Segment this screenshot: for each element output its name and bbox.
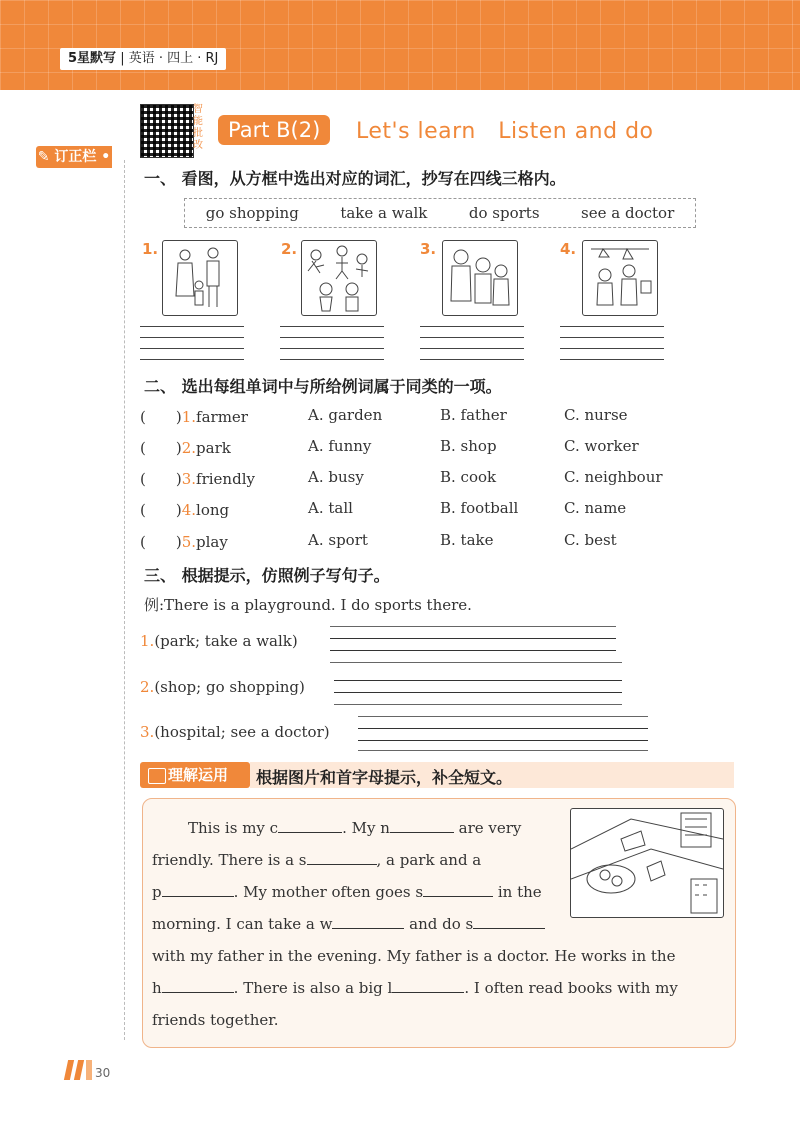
passage-text: , a park and a [376, 851, 482, 869]
choice-row [140, 468, 255, 489]
question-number: 1. [181, 408, 197, 426]
option-a: A. garden [308, 406, 383, 424]
shopping-illustration [583, 241, 657, 315]
prompt-number: 1. [140, 632, 155, 650]
passage-line-3 [152, 876, 564, 908]
passage-text: p [152, 883, 162, 901]
option-a: A. busy [308, 468, 364, 486]
answer-line[interactable] [358, 750, 648, 751]
blank-input[interactable] [278, 814, 342, 833]
option-c: C. name [564, 499, 627, 517]
book-spine-icon [74, 1060, 84, 1080]
passage-text: This is my c [188, 819, 279, 837]
picture-shopping [582, 240, 658, 316]
answer-paren[interactable]: ( ) [140, 533, 182, 551]
question-number: 5. [181, 533, 197, 551]
passage-line-4 [152, 908, 564, 940]
passage-line-2 [152, 844, 564, 876]
prompt-number: 3. [140, 723, 155, 741]
option-a: A. sport [308, 531, 368, 549]
answer-line[interactable] [334, 680, 622, 681]
word-bank-item: go shopping [205, 204, 299, 222]
passage-text: in the [493, 883, 542, 901]
picture-doctor [442, 240, 518, 316]
passage-text: morning. I can take a w [152, 915, 333, 933]
word-bank-item: see a doctor [581, 204, 675, 222]
answer-line[interactable] [330, 638, 616, 639]
brand-label [60, 48, 226, 70]
section3-title: 三、 根据提示，仿照例子写句子。 [144, 566, 390, 585]
option-b: B. take [440, 531, 494, 549]
qr-code-icon[interactable] [140, 104, 194, 158]
writing-grid-2[interactable] [280, 326, 384, 358]
passage-text: are very [453, 819, 522, 837]
prompt-number: 2. [140, 678, 155, 696]
section4-title: 根据图片和首字母提示，补全短文。 [256, 768, 513, 787]
choice-row [140, 406, 248, 427]
family-walking-illustration [163, 241, 237, 315]
correction-tag: ✎ 订正栏 • [36, 146, 112, 168]
prompt-hint: (hospital; see a doctor) [154, 723, 330, 741]
page-number: 30 [95, 1066, 111, 1080]
passage-line-7 [152, 1004, 724, 1036]
answer-line[interactable] [330, 662, 622, 663]
passage-text: . My mother often goes s [233, 883, 424, 901]
brand-title: 5星默写 [68, 51, 117, 66]
edit-icon [148, 768, 166, 784]
option-b: B. shop [440, 437, 497, 455]
section2-title: 二、 选出每组单词中与所给例词属于同类的一项。 [144, 377, 502, 396]
sentence-prompt-2 [140, 678, 305, 696]
blank-input[interactable] [162, 878, 234, 897]
blank-input[interactable] [392, 974, 464, 993]
passage-line-5 [152, 940, 724, 972]
lesson-title: Let's learn Listen and do [356, 119, 654, 144]
writing-grid-1[interactable] [140, 326, 244, 358]
passage-text: with my father in the evening. My father is a doctor. He works in the [152, 947, 676, 965]
header-band [0, 0, 800, 90]
blank-input[interactable] [423, 878, 493, 897]
choice-row [140, 499, 229, 520]
question-number: 4. [181, 501, 197, 519]
picture-number: 1. [142, 240, 159, 258]
town-map-illustration [571, 809, 723, 917]
word-bank-item: take a walk [340, 204, 428, 222]
blank-input[interactable] [332, 910, 404, 929]
answer-paren[interactable]: ( ) [140, 470, 182, 488]
option-a: A. funny [308, 437, 372, 455]
option-c: C. best [564, 531, 617, 549]
picture-number: 3. [420, 240, 437, 258]
answer-paren[interactable]: ( ) [140, 439, 182, 457]
book-spine-icon [86, 1060, 92, 1080]
option-b: B. football [440, 499, 519, 517]
kids-sports-illustration [302, 241, 376, 315]
sentence-prompt-3 [140, 723, 330, 741]
section1-title: 一、 看图，从方框中选出对应的词汇，抄写在四线三格内。 [144, 169, 566, 188]
answer-line[interactable] [334, 692, 622, 693]
answer-paren[interactable]: ( ) [140, 501, 182, 519]
answer-paren[interactable]: ( ) [140, 408, 182, 426]
option-c: C. neighbour [564, 468, 663, 486]
answer-line[interactable] [330, 626, 616, 627]
picture-number: 4. [560, 240, 577, 258]
picture-walk [162, 240, 238, 316]
question-number: 2. [181, 439, 197, 457]
example-word: friendly [196, 470, 255, 488]
option-b: B. cook [440, 468, 497, 486]
sentence-prompt-1 [140, 632, 298, 650]
doctor-visit-illustration [443, 241, 517, 315]
brand-subtitle: | 英语 · 四上 · RJ [120, 51, 219, 66]
correction-column-divider [124, 160, 125, 1040]
example-word: play [196, 533, 228, 551]
picture-number: 2. [281, 240, 298, 258]
answer-line[interactable] [358, 716, 648, 717]
writing-grid-3[interactable] [420, 326, 524, 358]
town-picture [570, 808, 724, 918]
option-a: A. tall [308, 499, 353, 517]
passage-line-1 [152, 812, 564, 844]
option-b: B. father [440, 406, 507, 424]
answer-line[interactable] [358, 740, 648, 741]
qr-caption: 智能批改 [193, 104, 203, 151]
example-word: long [196, 501, 230, 519]
blank-input[interactable] [473, 910, 545, 929]
choice-row [140, 531, 228, 552]
choice-row [140, 437, 231, 458]
answer-line[interactable] [358, 728, 648, 729]
prompt-hint: (shop; go shopping) [154, 678, 305, 696]
blank-input[interactable] [390, 814, 454, 833]
writing-grid-4[interactable] [560, 326, 664, 358]
word-bank-item: do sports [468, 204, 540, 222]
passage-text: . There is also a big l [233, 979, 393, 997]
word-bank [184, 198, 696, 228]
prompt-hint: (park; take a walk) [154, 632, 298, 650]
example-word: park [196, 439, 231, 457]
example-word: farmer [196, 408, 248, 426]
option-c: C. nurse [564, 406, 628, 424]
blank-input[interactable] [307, 846, 377, 865]
example-sentence: 例:There is a playground. I do sports there. [144, 596, 472, 614]
part-label: Part B(2) [218, 115, 330, 145]
passage-text: and do s [404, 915, 474, 933]
answer-line[interactable] [330, 650, 616, 651]
question-number: 3. [181, 470, 197, 488]
answer-line[interactable] [334, 704, 622, 705]
blank-input[interactable] [162, 974, 234, 993]
passage-text: friends together. [152, 1011, 279, 1029]
passage-line-6 [152, 972, 724, 1004]
passage-text: . I often read books with my [464, 979, 678, 997]
picture-sports [301, 240, 377, 316]
passage-text: h [152, 979, 162, 997]
option-c: C. worker [564, 437, 639, 455]
passage-text: friendly. There is a s [152, 851, 307, 869]
section4-tag-label: 理解运用 [168, 766, 229, 784]
passage-text: . My n [342, 819, 390, 837]
correction-label: 订正栏 • [54, 149, 111, 165]
book-spine-icon [64, 1060, 74, 1080]
